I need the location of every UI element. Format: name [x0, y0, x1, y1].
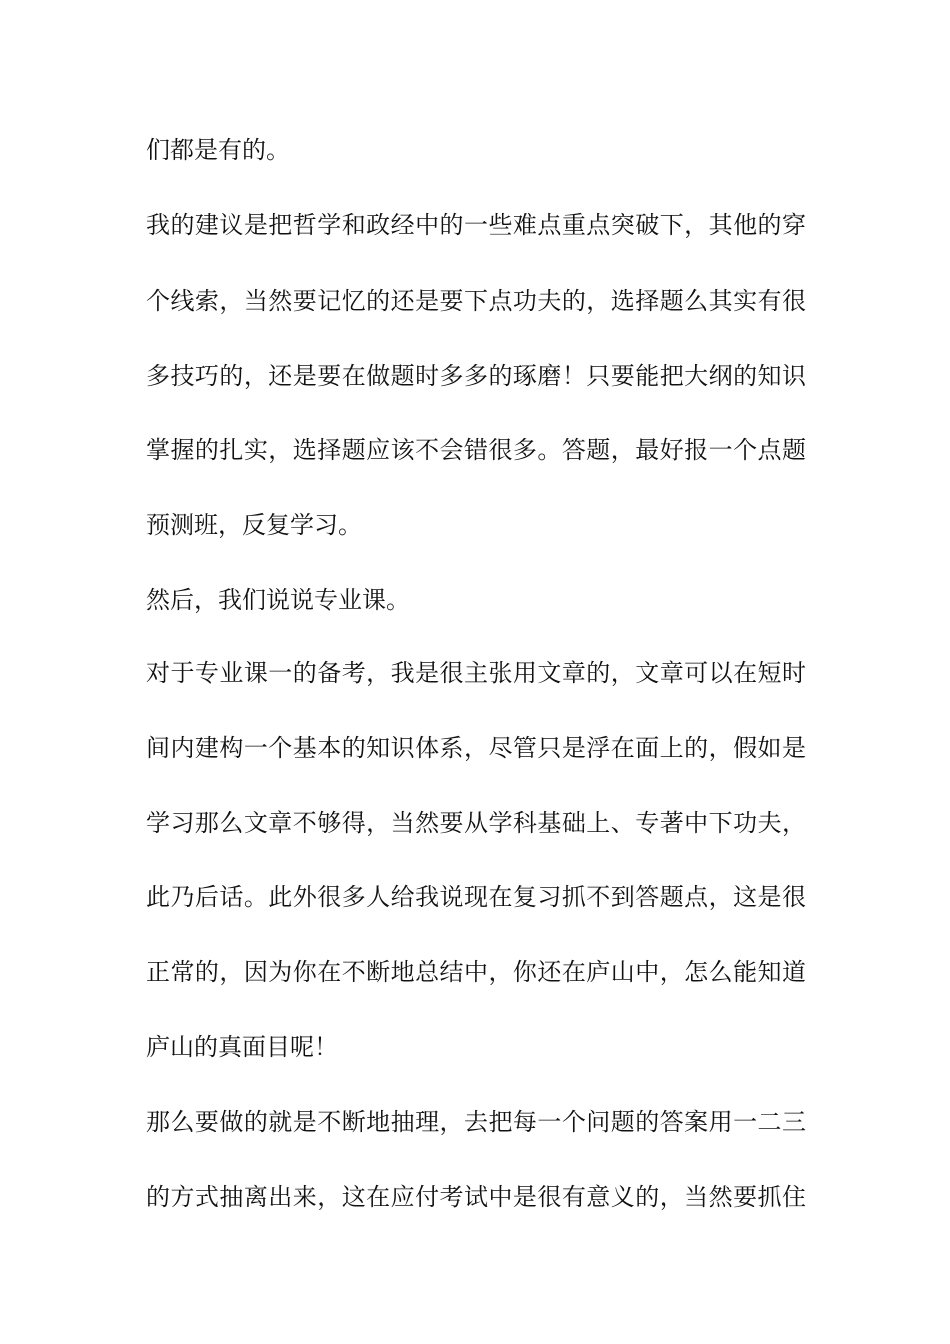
- text-line-9: 间内建构一个基本的知识体系，尽管只是浮在面上的，假如是: [146, 734, 806, 762]
- text-line-10: 学习那么文章不够得，当然要从学科基础上、专著中下功夫，: [146, 809, 806, 837]
- text-line-13: 庐山的真面目呢！: [146, 1033, 338, 1061]
- text-line-4: 多技巧的，还是要在做题时多多的琢磨！只要能把大纲的知识: [146, 362, 806, 390]
- text-line-14: 那么要做的就是不断地抽理，去把每一个问题的答案用一二三: [146, 1108, 806, 1136]
- text-line-1: 们都是有的。: [146, 136, 290, 164]
- text-line-5: 掌握的扎实，选择题应该不会错很多。答题，最好报一个点题: [146, 436, 806, 464]
- text-line-15: 的方式抽离出来，这在应付考试中是很有意义的，当然要抓住: [146, 1183, 806, 1211]
- text-line-7: 然后，我们说说专业课。: [146, 586, 410, 614]
- text-line-12: 正常的，因为你在不断地总结中，你还在庐山中，怎么能知道: [146, 958, 806, 986]
- text-line-8: 对于专业课一的备考，我是很主张用文章的，文章可以在短时: [146, 659, 806, 687]
- text-line-11: 此乃后话。此外很多人给我说现在复习抓不到答题点，这是很: [146, 883, 806, 911]
- text-line-3: 个线索，当然要记忆的还是要下点功夫的，选择题么其实有很: [146, 287, 806, 315]
- text-line-6: 预测班，反复学习。: [146, 511, 362, 539]
- text-line-2: 我的建议是把哲学和政经中的一些难点重点突破下，其他的穿: [146, 211, 806, 239]
